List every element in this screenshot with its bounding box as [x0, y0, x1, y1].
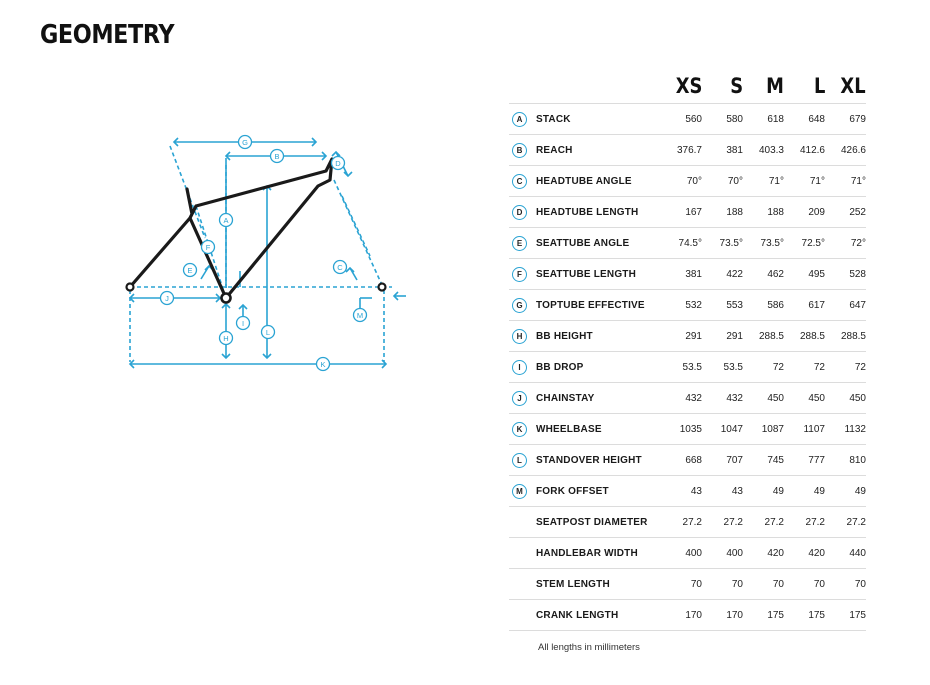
dimension-badge-letter: C — [337, 262, 343, 272]
dimension-badge — [332, 157, 345, 170]
dimension-badge — [202, 241, 215, 254]
row-value: 745 — [743, 445, 784, 476]
row-value: 810 — [825, 445, 866, 476]
row-value: 586 — [743, 290, 784, 321]
dimension-badge — [161, 292, 174, 305]
row-value: 71° — [784, 166, 825, 197]
row-value: 450 — [743, 383, 784, 414]
dimension-badge — [237, 317, 250, 330]
row-value: 528 — [825, 259, 866, 290]
dimension-badge-letter: L — [265, 327, 271, 337]
dimension-arrow — [344, 172, 352, 176]
row-label: REACH — [536, 135, 661, 166]
dimension-badge — [262, 326, 275, 339]
row-value: 175 — [825, 600, 866, 631]
dimension-arrow — [346, 268, 354, 272]
row-value: 175 — [743, 600, 784, 631]
row-value: 679 — [825, 104, 866, 135]
table-row — [509, 166, 866, 197]
row-value: 553 — [702, 290, 743, 321]
row-value: 74.5° — [661, 228, 702, 259]
row-value: 70 — [743, 569, 784, 600]
row-label: TOPTUBE EFFECTIVE — [536, 290, 661, 321]
row-value: 27.2 — [702, 507, 743, 538]
row-badge: F — [512, 267, 527, 282]
dimension-badge — [220, 214, 233, 227]
row-value: 53.5 — [702, 352, 743, 383]
row-value: 420 — [784, 538, 825, 569]
dimension-line — [342, 196, 370, 256]
row-value: 288.5 — [825, 321, 866, 352]
table-row — [509, 476, 866, 507]
row-value: 432 — [702, 383, 743, 414]
row-value: 450 — [825, 383, 866, 414]
row-value: 70 — [784, 569, 825, 600]
row-value: 167 — [661, 197, 702, 228]
frame-tubes — [130, 159, 332, 298]
row-value: 73.5° — [702, 228, 743, 259]
rear-axle — [127, 284, 134, 291]
row-value: 560 — [661, 104, 702, 135]
row-value: 252 — [825, 197, 866, 228]
row-label: STANDOVER HEIGHT — [536, 445, 661, 476]
dimension-badge-letter: H — [223, 333, 229, 343]
row-value: 70° — [661, 166, 702, 197]
dimension-badge-letter: K — [320, 359, 326, 369]
row-badge: A — [512, 112, 527, 127]
dimension-badge-letter: F — [205, 242, 211, 252]
row-value: 288.5 — [743, 321, 784, 352]
table-row — [509, 383, 866, 414]
row-badge: G — [512, 298, 527, 313]
dimension-badge — [220, 332, 233, 345]
row-value: 403.3 — [743, 135, 784, 166]
dimension-badge-letter: G — [242, 137, 248, 147]
size-m: M — [743, 58, 784, 104]
row-value: 668 — [661, 445, 702, 476]
row-value: 175 — [784, 600, 825, 631]
row-value: 400 — [661, 538, 702, 569]
row-value: 71° — [825, 166, 866, 197]
table-row — [509, 352, 866, 383]
row-value: 170 — [661, 600, 702, 631]
row-value: 412.6 — [784, 135, 825, 166]
row-value: 72° — [825, 228, 866, 259]
dimension-badge — [239, 136, 252, 149]
row-label: CRANK LENGTH — [536, 600, 661, 631]
dimension-badge-letter: I — [241, 318, 245, 328]
row-label: BB HEIGHT — [536, 321, 661, 352]
front-axle — [379, 284, 386, 291]
row-badge: C — [512, 174, 527, 189]
geometry-table — [509, 58, 866, 631]
row-value: 376.7 — [661, 135, 702, 166]
row-badge: K — [512, 422, 527, 437]
row-value: 381 — [661, 259, 702, 290]
row-badge: L — [512, 453, 527, 468]
row-label: BB DROP — [536, 352, 661, 383]
dimension-badge-letter: E — [187, 265, 193, 275]
row-value: 70 — [825, 569, 866, 600]
row-label: HEADTUBE LENGTH — [536, 197, 661, 228]
dimension-badge — [317, 358, 330, 371]
row-value: 188 — [743, 197, 784, 228]
row-value: 43 — [702, 476, 743, 507]
bottom-bracket — [222, 294, 231, 303]
row-value: 72 — [825, 352, 866, 383]
table-row — [509, 197, 866, 228]
dimension-badge — [354, 309, 367, 322]
size-xl: XL — [825, 58, 866, 104]
row-label: SEATTUBE LENGTH — [536, 259, 661, 290]
row-label: CHAINSTAY — [536, 383, 661, 414]
row-value: 647 — [825, 290, 866, 321]
row-badge: D — [512, 205, 527, 220]
table-row — [509, 228, 866, 259]
row-value: 1035 — [661, 414, 702, 445]
row-value: 432 — [661, 383, 702, 414]
row-value: 532 — [661, 290, 702, 321]
row-badge: E — [512, 236, 527, 251]
row-value: 1132 — [825, 414, 866, 445]
row-value: 43 — [661, 476, 702, 507]
row-value: 27.2 — [825, 507, 866, 538]
row-badge: B — [512, 143, 527, 158]
size-header-row — [509, 58, 866, 104]
table-row — [509, 321, 866, 352]
row-label: HANDLEBAR WIDTH — [536, 538, 661, 569]
dimension-badge — [334, 261, 347, 274]
row-value: 1107 — [784, 414, 825, 445]
row-value: 209 — [784, 197, 825, 228]
row-value: 707 — [702, 445, 743, 476]
row-badge: I — [512, 360, 527, 375]
row-value: 422 — [702, 259, 743, 290]
row-badge: M — [512, 484, 527, 499]
dimension-badge — [184, 264, 197, 277]
bike-frame — [127, 159, 386, 303]
row-value: 462 — [743, 259, 784, 290]
row-label: SEATTUBE ANGLE — [536, 228, 661, 259]
row-value: 1087 — [743, 414, 784, 445]
dimension-badge-letter: D — [335, 158, 341, 168]
units-footnote: All lengths in millimeters — [538, 642, 640, 653]
row-value: 618 — [743, 104, 784, 135]
row-value: 53.5 — [661, 352, 702, 383]
table-row — [509, 104, 866, 135]
row-value: 49 — [825, 476, 866, 507]
row-label: HEADTUBE ANGLE — [536, 166, 661, 197]
table-row — [509, 538, 866, 569]
dimension-badge-letter: A — [223, 215, 229, 225]
table-row — [509, 445, 866, 476]
row-value: 72 — [743, 352, 784, 383]
row-value: 495 — [784, 259, 825, 290]
table-row — [509, 507, 866, 538]
row-value: 291 — [661, 321, 702, 352]
row-label: WHEELBASE — [536, 414, 661, 445]
row-value: 381 — [702, 135, 743, 166]
row-value: 777 — [784, 445, 825, 476]
dimension-badge-letter: B — [274, 151, 280, 161]
table-row — [509, 600, 866, 631]
row-value: 400 — [702, 538, 743, 569]
size-l: L — [784, 58, 825, 104]
row-label: SEATPOST DIAMETER — [536, 507, 661, 538]
row-value: 450 — [784, 383, 825, 414]
dimension-badge-letter: M — [356, 310, 364, 320]
table-row — [509, 569, 866, 600]
row-value: 72.5° — [784, 228, 825, 259]
table-row — [509, 290, 866, 321]
row-value: 70 — [661, 569, 702, 600]
row-value: 49 — [743, 476, 784, 507]
row-value: 27.2 — [784, 507, 825, 538]
row-label: STEM LENGTH — [536, 569, 661, 600]
row-value: 288.5 — [784, 321, 825, 352]
row-value: 72 — [784, 352, 825, 383]
row-value: 27.2 — [661, 507, 702, 538]
dimension-badge-letter: J — [165, 293, 169, 303]
row-value: 70° — [702, 166, 743, 197]
table-row — [509, 414, 866, 445]
row-value: 440 — [825, 538, 866, 569]
row-value: 188 — [702, 197, 743, 228]
size-s: S — [702, 58, 743, 104]
row-value: 71° — [743, 166, 784, 197]
table-row — [509, 259, 866, 290]
row-value: 291 — [702, 321, 743, 352]
row-value: 49 — [784, 476, 825, 507]
row-value: 1047 — [702, 414, 743, 445]
row-value: 426.6 — [825, 135, 866, 166]
size-xs: XS — [661, 58, 702, 104]
table-row — [509, 135, 866, 166]
row-badge: J — [512, 391, 527, 406]
row-value: 70 — [702, 569, 743, 600]
row-value: 580 — [702, 104, 743, 135]
row-value: 73.5° — [743, 228, 784, 259]
dimension-arrow — [332, 152, 340, 156]
row-label: FORK OFFSET — [536, 476, 661, 507]
dimension-badge — [271, 150, 284, 163]
row-value: 27.2 — [743, 507, 784, 538]
row-value: 420 — [743, 538, 784, 569]
page-title: GEOMETRY — [40, 20, 175, 50]
row-value: 170 — [702, 600, 743, 631]
row-value: 617 — [784, 290, 825, 321]
row-label: STACK — [536, 104, 661, 135]
row-value: 648 — [784, 104, 825, 135]
row-badge: H — [512, 329, 527, 344]
